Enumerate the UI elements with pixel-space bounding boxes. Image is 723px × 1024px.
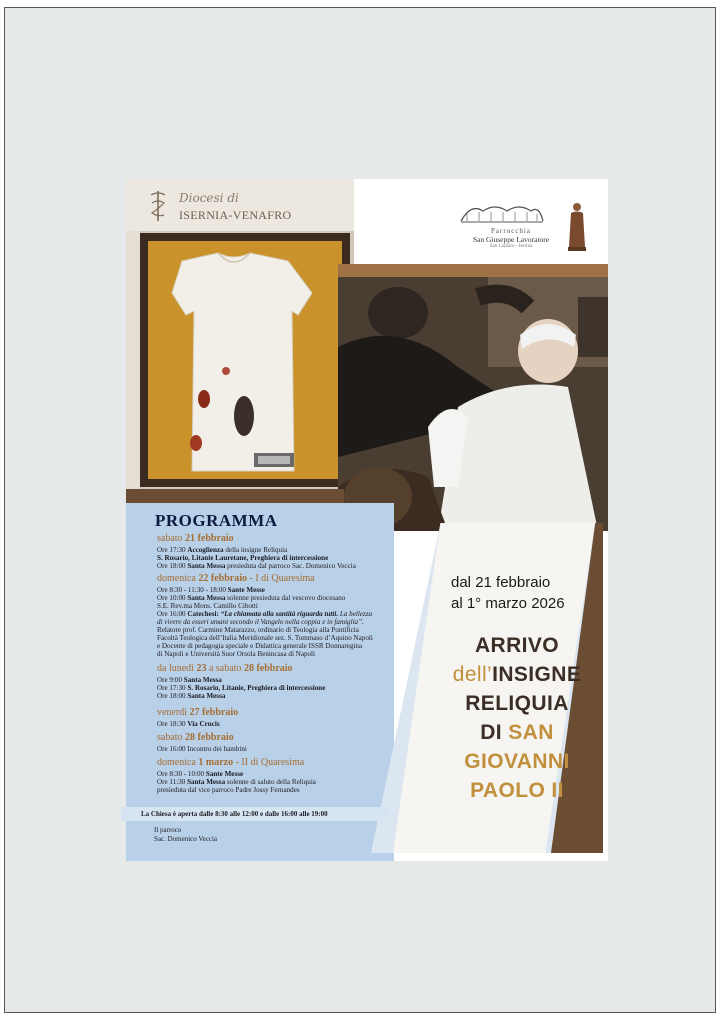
title-line-5: GIOVANNI [464,750,570,773]
programme-line: Ore 17:30 S. Rosario, Litanie, Preghiera di intercessione [157,684,326,692]
programme-line: Ore 18:00 Santa Messa presieduta dal parroco Sac. Domenico Veccia [157,562,356,570]
programme-line: Ore 8:30 - 11:30 - 18:00 Sante Messe [157,586,265,594]
day-heading: domenica 1 marzo - II di Quaresima [157,757,305,768]
programme-line: di Napoli e Università Suor Orsola Benincasa di Napoli [157,650,315,658]
poster-content [121,171,603,853]
programme-line: Ore 9:00 Santa Messa [157,676,222,684]
programme-line: Ore 18:00 Santa Messa [157,692,226,700]
programme-line: Ore 17:30 Accoglienza della insigne Reliquia [157,546,288,554]
title-line-2: dell’INSIGNE [452,663,582,686]
day-heading: venerdì 27 febbraio [157,707,239,718]
programme-line: S.E. Rev.ma Mons. Camillo Cibotti [157,602,258,610]
programme-title: PROGRAMMA [155,511,278,530]
programme-line: Facoltà Teologica dell’Italia Meridionale sez. S. Tommaso d’Aquino Napoli [157,634,373,642]
signature-name: Sac. Domenico Veccia [154,835,218,843]
parish-line1: Parrocchia [491,227,531,235]
date-from: dal 21 febbraio [451,574,551,591]
diocese-line2: ISERNIA-VENAFRO [179,208,292,222]
programme-line: Ore 16:00 Incontro dei bambini [157,745,247,753]
day-heading: sabato 21 febbraio [157,533,234,544]
diocese-line1: Diocesi di [179,191,239,205]
date-to: al 1° marzo 2026 [451,595,565,612]
programme-line: Ore 18:30 Via Crucis [157,720,220,728]
parish-line2: San Giuseppe Lavoratore [472,235,550,244]
programme-line: presieduta dal vice parroco Padre Jossy Fernandes [157,786,300,794]
programme-line: Relatore prof. Carmine Matarazzo, ordinario di Teologia alla Pontificia [157,626,359,634]
signature [154,826,217,844]
day-heading: domenica 22 febbraio - I di Quaresima [157,573,315,584]
programme-line: Ore 8:30 - 10:00 Sante Messe [157,770,244,778]
title-line-1: ARRIVO [474,634,560,657]
signature-role: Il parroco [154,826,182,834]
parish-line3: San Lazzaro - Isernia [489,244,533,249]
programme-line: e Docente di pedagogia speciale e Didattica generale ISSR Donnaregina [157,642,363,650]
opening-hours: La Chiesa è aperta dalle 8:30 alle 12:00 e dalle 16:00 alle 19:00 [141,810,328,818]
title-line-6: PAOLO II [470,779,564,802]
programme-line: S. Rosario, Litanie Lauretane, Preghiera di intercessione [157,554,329,562]
title-line-3: RELIQUIA [465,692,569,715]
programme-line: Ore 16:00 Catechesi: “La chiamata alla santità riguarda tutti. La bellezza [157,610,373,618]
day-heading: sabato 28 febbraio [157,732,234,743]
programme-line: di vivere da esseri umani secondo il Vangelo nella coppia e in famiglia”. [157,618,364,626]
programme-line: Ore 11:30 Santa Messa solenne di saluto della Reliquia [157,778,316,786]
programme-line: Ore 10:00 Santa Messa solenne presieduta dal vescovo diocesano [157,594,346,602]
title-line-4: DI SAN [480,721,554,744]
day-heading: da lunedì 23 a sabato 28 febbraio [157,663,293,674]
